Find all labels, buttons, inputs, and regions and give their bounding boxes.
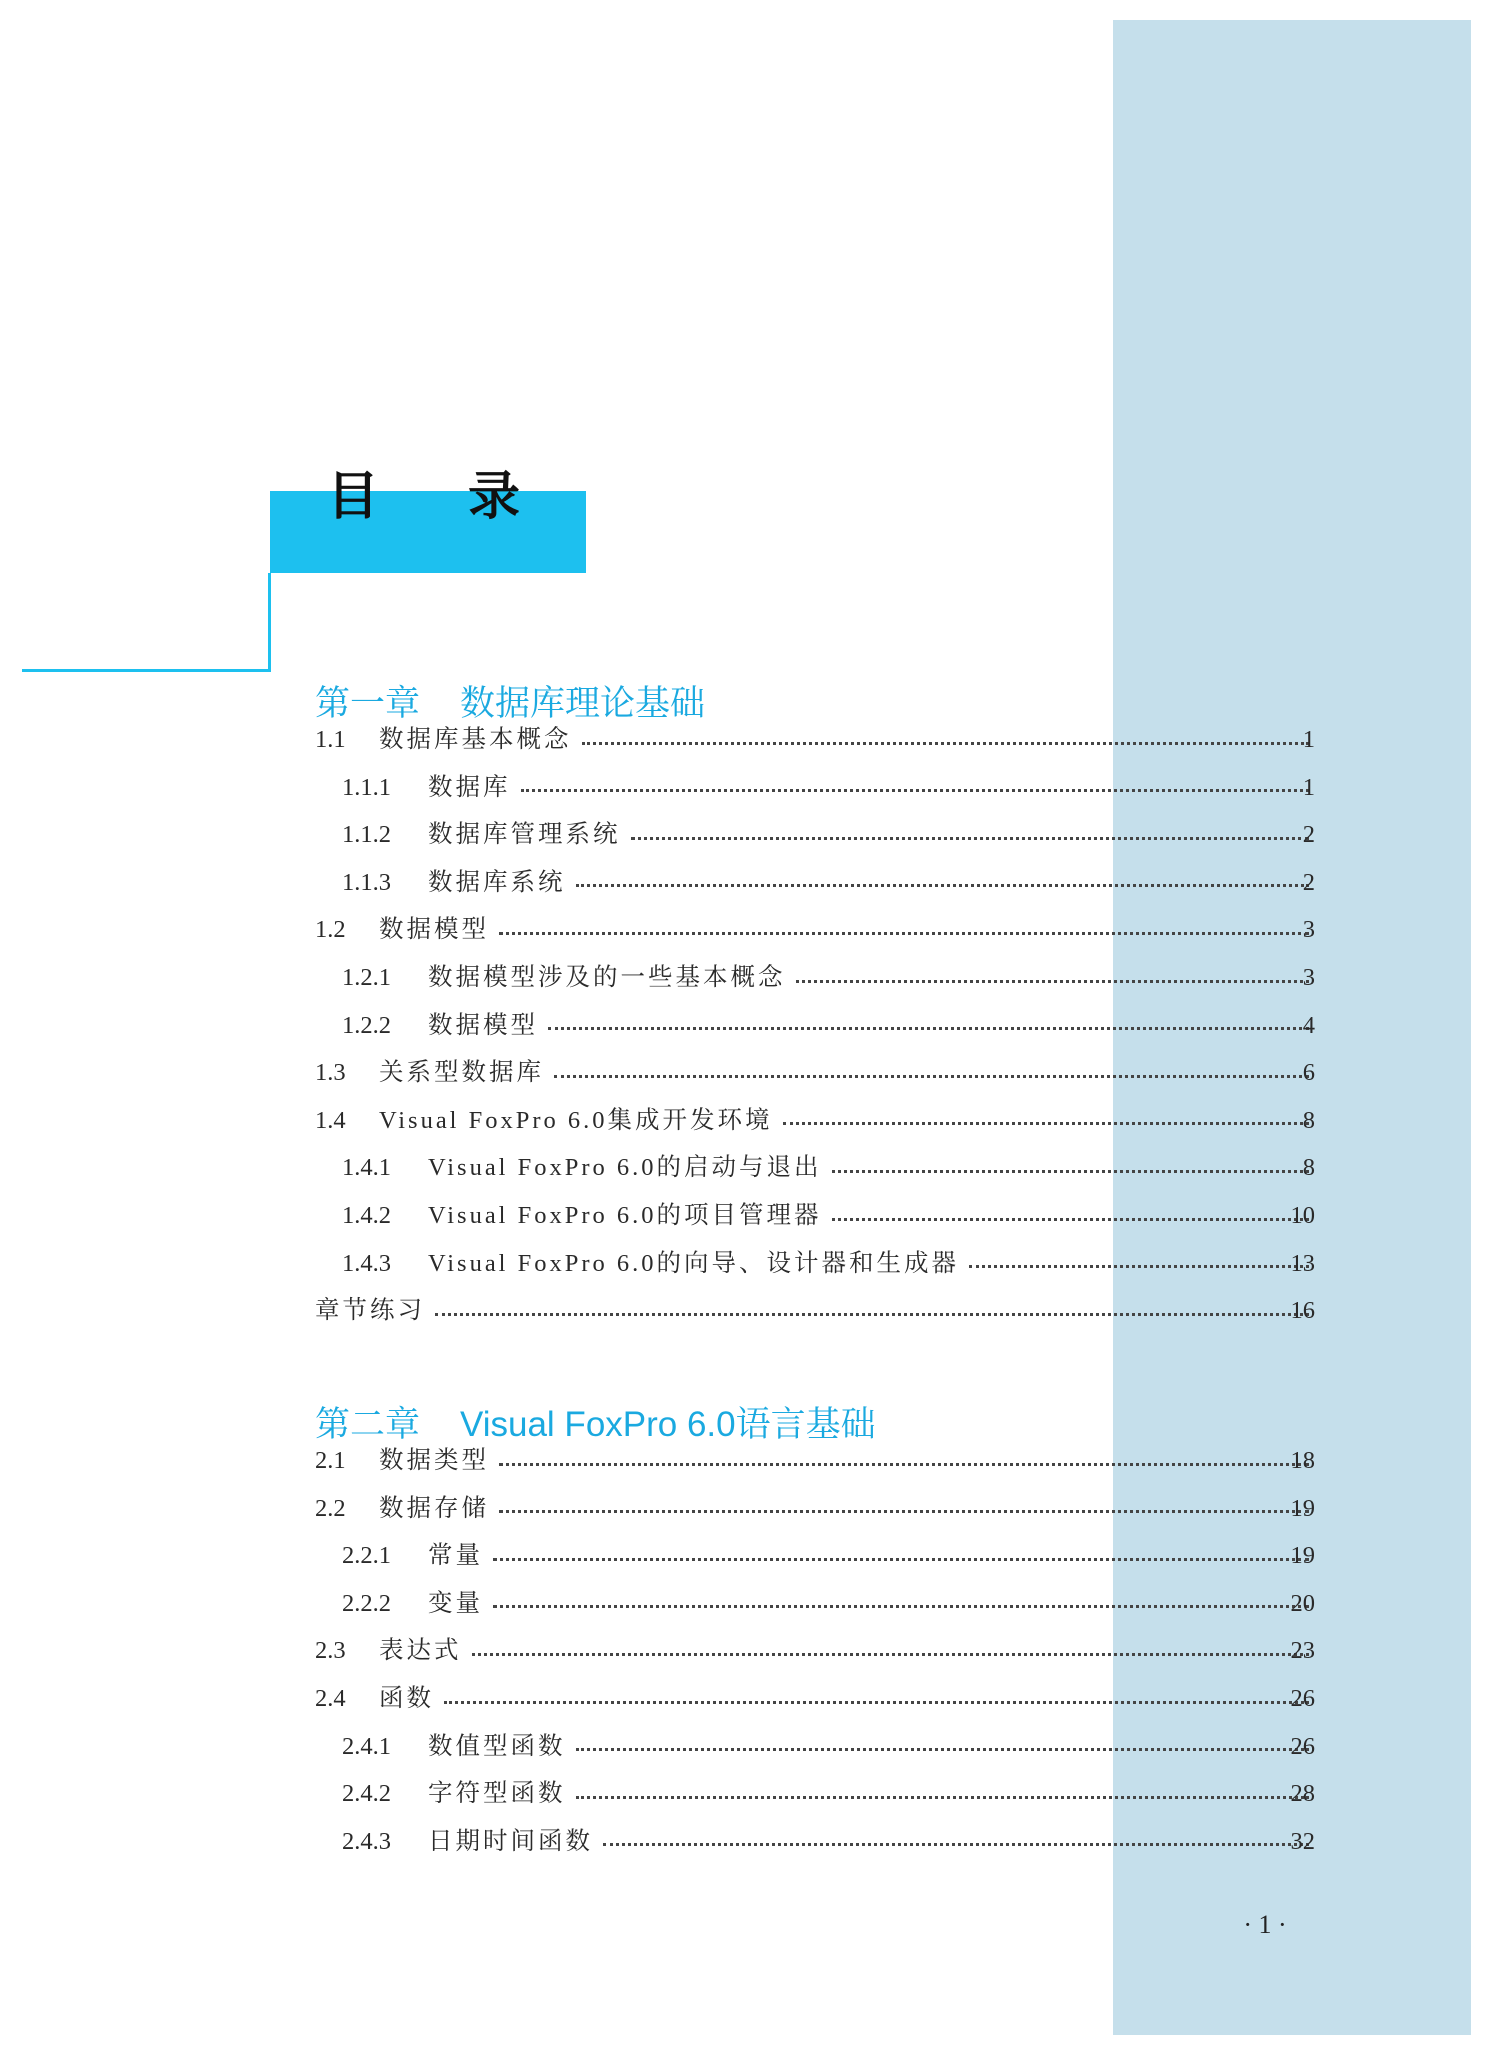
toc-entry-number: 2.2.1 bbox=[342, 1542, 391, 1570]
toc-entry-number: 1.4 bbox=[315, 1106, 346, 1134]
toc-dot-leader bbox=[576, 1748, 1310, 1751]
toc-entry[interactable] bbox=[342, 1727, 1315, 1767]
toc-entry[interactable] bbox=[342, 1244, 1315, 1284]
toc-entry-page-number: 6 bbox=[1302, 1059, 1315, 1087]
toc-entry-page-number: 26 bbox=[1290, 1685, 1315, 1712]
toc-entry-title: 章节练习 bbox=[315, 1297, 425, 1325]
toc-dot-leader bbox=[796, 980, 1310, 983]
toc-entry-page-number: 8 bbox=[1302, 1106, 1315, 1134]
toc-entry-number: 1.4.2 bbox=[342, 1202, 391, 1229]
toc-entry-page-number: 2 bbox=[1302, 868, 1315, 896]
toc-entry[interactable] bbox=[342, 958, 1315, 998]
toc-entry-number: 1.1.3 bbox=[342, 868, 391, 896]
toc-entry[interactable] bbox=[315, 1291, 1315, 1331]
toc-entry-title: 数据库基本概念 bbox=[379, 726, 572, 753]
toc-entry-page-number: 2 bbox=[1302, 821, 1315, 849]
toc-entry-title: 函数 bbox=[379, 1685, 434, 1712]
toc-dot-leader bbox=[783, 1122, 1309, 1125]
toc-entry-page-number: 32 bbox=[1290, 1827, 1315, 1855]
toc-title-char-2: 录 bbox=[468, 467, 521, 527]
toc-entry[interactable] bbox=[315, 1631, 1315, 1671]
toc-dot-leader bbox=[969, 1265, 1309, 1268]
toc-dot-leader bbox=[521, 789, 1310, 792]
toc-dot-leader bbox=[444, 1701, 1309, 1704]
toc-dot-leader bbox=[493, 1558, 1309, 1561]
toc-entry-title: 表达式 bbox=[379, 1637, 462, 1665]
toc-entry-page-number: 3 bbox=[1302, 916, 1315, 944]
toc-entry-title: 数据类型 bbox=[379, 1447, 489, 1474]
toc-entry-page-number: 19 bbox=[1290, 1494, 1315, 1522]
toc-entry[interactable] bbox=[342, 1148, 1315, 1188]
toc-entry-number: 1.2 bbox=[315, 916, 346, 944]
toc-dot-leader bbox=[576, 1796, 1310, 1799]
title-connector-vertical bbox=[268, 573, 271, 672]
toc-entry-title: 常量 bbox=[428, 1542, 483, 1570]
toc-entry-page-number: 26 bbox=[1290, 1732, 1315, 1760]
toc-title-char-1: 目 bbox=[327, 467, 380, 527]
toc-dot-leader bbox=[554, 1075, 1309, 1078]
toc-entry[interactable] bbox=[315, 720, 1315, 760]
toc-entry-number: 1.3 bbox=[315, 1059, 346, 1087]
toc-entry[interactable] bbox=[342, 1536, 1315, 1576]
toc-entry[interactable] bbox=[342, 1196, 1315, 1236]
toc-entry-title: 数据存储 bbox=[379, 1494, 489, 1522]
toc-entry-number: 2.2.2 bbox=[342, 1589, 391, 1617]
toc-dot-leader bbox=[499, 1463, 1309, 1466]
toc-entry[interactable] bbox=[342, 1822, 1315, 1862]
toc-entry-title: 数据库系统 bbox=[428, 868, 566, 896]
toc-dot-leader bbox=[576, 884, 1310, 887]
toc-entry-number: 2.1 bbox=[315, 1447, 346, 1474]
toc-entry[interactable] bbox=[342, 1774, 1315, 1814]
chapter-number: 第一章 bbox=[315, 684, 421, 723]
toc-entry-title: Visual FoxPro 6.0的向导、设计器和生成器 bbox=[428, 1249, 960, 1277]
page-number: · 1 · bbox=[1243, 1910, 1287, 1939]
toc-dot-leader bbox=[499, 932, 1309, 935]
toc-entry-number: 2.4.3 bbox=[342, 1827, 391, 1855]
toc-entry-page-number: 20 bbox=[1290, 1589, 1315, 1617]
toc-dot-leader bbox=[631, 837, 1310, 840]
toc-entry-number: 1.2.2 bbox=[342, 1011, 391, 1039]
toc-entry-page-number: 8 bbox=[1302, 1154, 1315, 1182]
toc-entry-title: 数据库 bbox=[428, 773, 511, 801]
toc-entry-number: 1.4.1 bbox=[342, 1154, 391, 1182]
toc-dot-leader bbox=[603, 1843, 1309, 1846]
toc-entry-title: 数据模型 bbox=[428, 1011, 538, 1039]
toc-entry[interactable] bbox=[315, 1053, 1315, 1093]
toc-entry-title: Visual FoxPro 6.0的项目管理器 bbox=[428, 1202, 822, 1229]
toc-dot-leader bbox=[582, 742, 1310, 745]
toc-entry-title: 关系型数据库 bbox=[379, 1059, 544, 1087]
toc-entry-number: 2.4 bbox=[315, 1685, 346, 1712]
toc-entry-title: 变量 bbox=[428, 1589, 483, 1617]
toc-dot-leader bbox=[493, 1605, 1309, 1608]
chapter-title: Visual FoxPro 6.0语言基础 bbox=[460, 1405, 876, 1444]
toc-entry[interactable] bbox=[315, 910, 1315, 950]
toc-entry-number: 1.1 bbox=[315, 726, 346, 753]
toc-entry-number: 2.4.1 bbox=[342, 1732, 391, 1760]
toc-entry-number: 2.4.2 bbox=[342, 1780, 391, 1808]
toc-entry[interactable] bbox=[342, 863, 1315, 903]
toc-entry-page-number: 4 bbox=[1302, 1011, 1315, 1039]
toc-entry-page-number: 18 bbox=[1290, 1447, 1315, 1474]
title-connector-horizontal bbox=[22, 669, 271, 672]
toc-entry[interactable] bbox=[315, 1489, 1315, 1529]
toc-entry-page-number: 3 bbox=[1302, 964, 1315, 991]
toc-entry-page-number: 13 bbox=[1290, 1249, 1315, 1277]
toc-entry-page-number: 1 bbox=[1302, 726, 1315, 753]
toc-dot-leader bbox=[499, 1510, 1309, 1513]
toc-entry-page-number: 23 bbox=[1290, 1637, 1315, 1665]
toc-entry-title: Visual FoxPro 6.0的启动与退出 bbox=[428, 1154, 822, 1182]
title-banner bbox=[270, 491, 586, 573]
toc-dot-leader bbox=[472, 1653, 1310, 1656]
toc-entry-number: 1.1.2 bbox=[342, 821, 391, 849]
toc-entry-number: 1.4.3 bbox=[342, 1249, 391, 1277]
chapter-title: 数据库理论基础 bbox=[460, 684, 706, 723]
toc-entry-number: 2.3 bbox=[315, 1637, 346, 1665]
toc-dot-leader bbox=[832, 1170, 1309, 1173]
toc-dot-leader bbox=[435, 1313, 1309, 1316]
toc-entry-page-number: 28 bbox=[1290, 1780, 1315, 1808]
toc-entry-title: 数据模型 bbox=[379, 916, 489, 944]
toc-entry-title: 数据模型涉及的一些基本概念 bbox=[428, 964, 786, 991]
toc-entry[interactable] bbox=[342, 1006, 1315, 1046]
toc-entry-title: 字符型函数 bbox=[428, 1780, 566, 1808]
toc-entry[interactable] bbox=[342, 1584, 1315, 1624]
toc-entry[interactable] bbox=[315, 1101, 1315, 1141]
toc-entry-page-number: 1 bbox=[1302, 773, 1315, 801]
toc-entry-title: Visual FoxPro 6.0集成开发环境 bbox=[379, 1106, 773, 1134]
chapter-number: 第二章 bbox=[315, 1405, 421, 1444]
toc-entry-page-number: 10 bbox=[1290, 1202, 1315, 1229]
toc-dot-leader bbox=[548, 1027, 1309, 1030]
toc-entry-title: 数值型函数 bbox=[428, 1732, 566, 1760]
toc-entry[interactable] bbox=[315, 1441, 1315, 1481]
toc-entry-title: 数据库管理系统 bbox=[428, 821, 621, 849]
toc-entry-number: 1.1.1 bbox=[342, 773, 391, 801]
toc-entry-number: 1.2.1 bbox=[342, 964, 391, 991]
toc-entry-page-number: 19 bbox=[1290, 1542, 1315, 1570]
toc-entry[interactable] bbox=[315, 1679, 1315, 1719]
toc-dot-leader bbox=[832, 1218, 1309, 1221]
toc-entry-number: 2.2 bbox=[315, 1494, 346, 1522]
toc-entry[interactable] bbox=[342, 815, 1315, 855]
toc-entry[interactable] bbox=[342, 768, 1315, 808]
toc-entry-title: 日期时间函数 bbox=[428, 1827, 593, 1855]
toc-entry-page-number: 16 bbox=[1290, 1297, 1315, 1325]
